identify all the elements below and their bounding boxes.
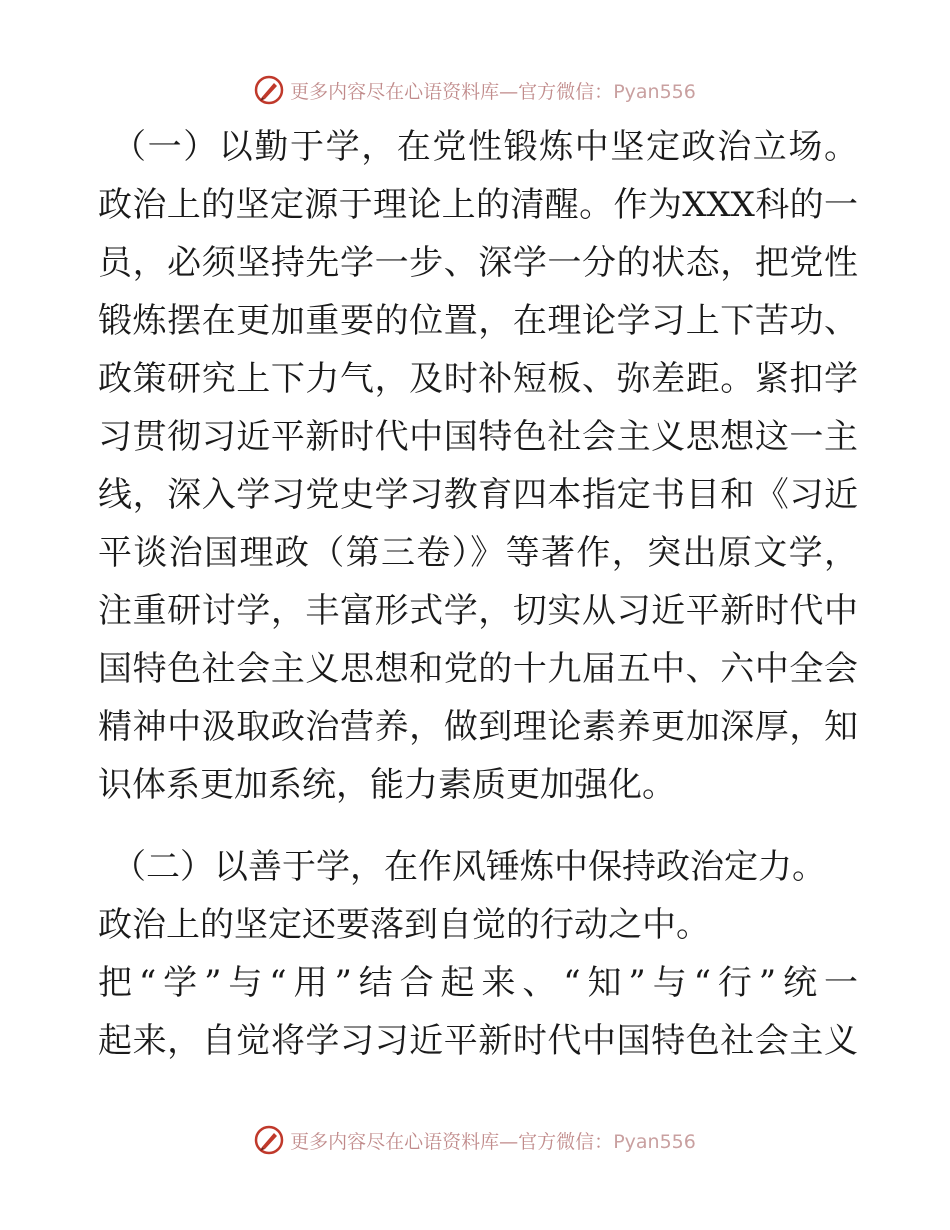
paragraph-line: 锻炼摆在更加重要的位置，在理论学习上下苦功、 [98,301,858,341]
document-body [98,118,858,1070]
watermark-separator: — [499,1130,519,1153]
paragraph-line: 政治上的坚定源于理论上的清醒。作为XXX科的一 [98,185,858,225]
watermark-separator: — [499,80,519,103]
pen-logo-icon [254,75,284,105]
watermark-banner-bottom [0,1120,950,1160]
section-heading-1: （一）以勤于学，在党性锻炼中坚定政治立场。 [112,127,858,167]
section-heading-2: （二）以善于学，在作风锤炼中保持政治定力。 [112,847,826,887]
watermark-main: 更多内容尽在心语资料库 [290,1130,500,1153]
watermark-main: 更多内容尽在心语资料库 [290,80,500,103]
paragraph-line: 注重研讨学，丰富形式学，切实从习近平新时代中 [98,591,858,631]
watermark-handle: Pyan556 [613,1130,696,1153]
watermark-banner-top [0,70,950,110]
paragraph-line: 线，深入学习党史学习教育四本指定书目和《习近 [98,475,858,515]
watermark-text [290,77,696,104]
paragraph-line-last: 识体系更加系统，能力素质更加强化。 [98,765,676,805]
paragraph-line: 习贯彻习近平新时代中国特色社会主义思想这一主 [98,417,858,457]
paragraph-line: 精神中汲取政治营养，做到理论素养更加深厚，知 [98,707,858,747]
paragraph-line: 把“学”与“用”结合起来、“知”与“行”统一 [98,963,858,1003]
pen-logo-icon [254,1125,284,1155]
watermark-handle: Pyan556 [613,80,696,103]
paragraph-line: 国特色社会主义思想和党的十九届五中、六中全会 [98,649,858,689]
paragraph-line: 政治上的坚定还要落到自觉的行动之中。 [98,905,710,945]
section-gap [98,814,858,838]
paragraph-line: 政策研究上下力气，及时补短板、弥差距。紧扣学 [98,359,858,399]
paragraph-line: 起来，自觉将学习习近平新时代中国特色社会主义 [98,1021,858,1061]
paragraph-line: 员，必须坚持先学一步、深学一分的状态，把党性 [98,243,858,283]
watermark-wechat-label: 官方微信： [518,1130,614,1153]
watermark-wechat-label: 官方微信： [518,80,614,103]
watermark-text [290,1127,696,1154]
paragraph-line: 平谈治国理政（第三卷）》等著作，突出原文学， [98,533,858,573]
